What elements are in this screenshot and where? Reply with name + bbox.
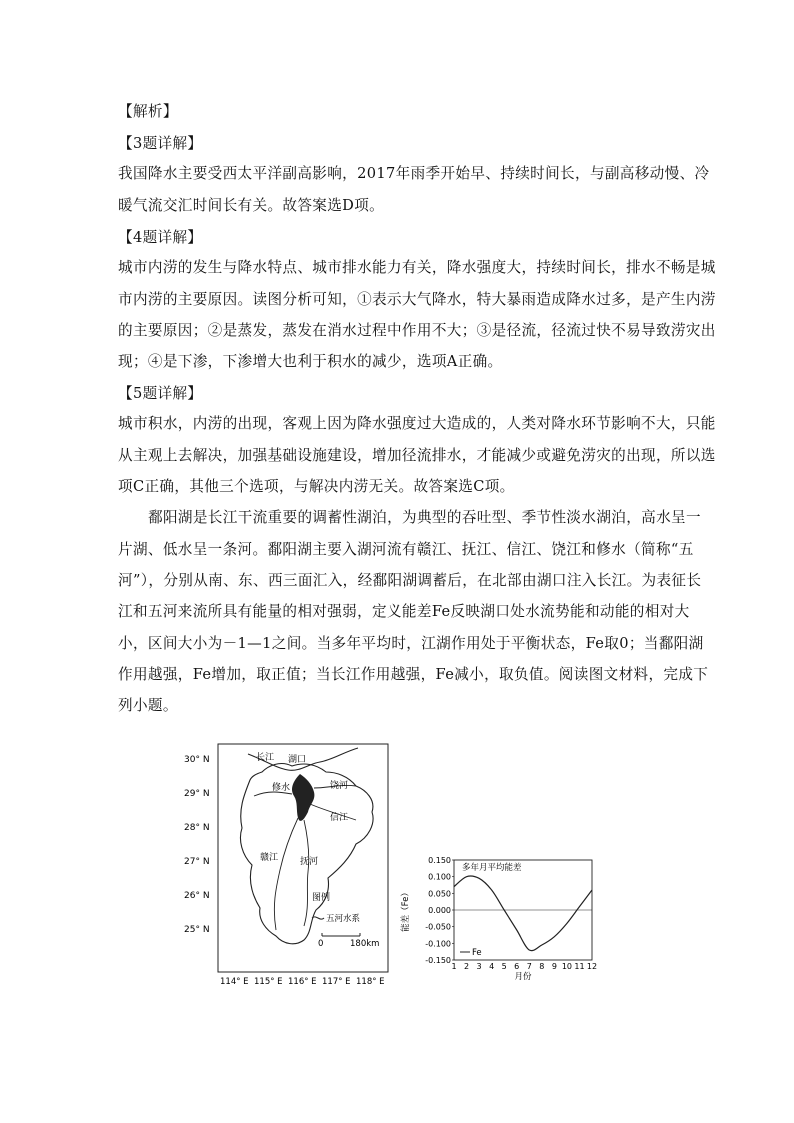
passage-line: 小，区间大小为－1—1之间。当多年平均时，江湖作用处于平衡状态，Fe取0；当鄱阳湖 (118, 635, 704, 652)
river-label: 抚河 (300, 857, 319, 867)
lat-label: 25° N (184, 925, 210, 935)
lat-label: 27° N (184, 857, 210, 867)
q3-text-line: 暖气流交汇时间长有关。故答案选D项。 (118, 197, 385, 214)
q3-heading: 【3题详解】 (118, 135, 203, 152)
x-tick-label: 12 (586, 962, 598, 971)
lon-label: 117° E (322, 977, 351, 987)
q5-text-line: 从主观上去解决，加强基础设施建设，增加径流排水，才能减少或避免涝灾的出现，所以选 (118, 447, 716, 464)
lon-label: 115° E (254, 977, 283, 987)
lon-label: 116° E (288, 977, 317, 987)
x-tick-label: 11 (574, 962, 585, 971)
y-tick-label: -0.150 (425, 956, 451, 965)
gan-river (274, 818, 298, 930)
river-label: 饶河 (330, 781, 349, 791)
x-tick-label: 7 (526, 962, 532, 971)
y-tick-label: -0.050 (425, 922, 451, 932)
lat-label: 29° N (184, 789, 210, 799)
q4-heading: 【4题详解】 (118, 229, 203, 246)
q4-text-line: 市内涝的主要原因。读图分析可知，①表示大气降水，特大暴雨造成降水过多，是产生内涝 (118, 291, 716, 308)
energy-diff-chart (400, 852, 600, 987)
x-tick-label: 10 (561, 962, 573, 971)
y-tick-label: -0.100 (425, 939, 451, 949)
x-tick-label: 3 (476, 962, 482, 971)
passage-line: 江和五河来流所具有能量的相对强弱，定义能差Fe反映湖口处水流势能和动能的相对大 (118, 603, 690, 620)
q4-text-line: 的主要原因；②是蒸发，蒸发在消水过程中作用不大；③是径流，径流过快不易导致涝灾出 (118, 322, 716, 339)
legend-label: Fe (472, 948, 482, 958)
river-label: 赣江 (260, 853, 279, 863)
q5-heading: 【5题详解】 (118, 385, 203, 402)
x-tick-label: 2 (463, 962, 470, 971)
y-tick-label: 0.050 (428, 889, 451, 899)
q5-text-line: 项C正确，其他三个选项，与解决内涝无关。故答案选C项。 (118, 478, 515, 495)
river-label: 信江 (330, 813, 349, 823)
passage-line: 河”），分别从南、东、西三面汇入，经鄱阳湖调蓄后，在北部由湖口注入长江。为表征长 (118, 572, 702, 589)
lon-label: 118° E (356, 977, 385, 987)
x-axis-label: 月份 (514, 972, 532, 982)
river-label: 修水 (272, 783, 291, 793)
series-line-fe (454, 876, 592, 951)
y-axis-label: 能差（Fe） (401, 888, 411, 932)
x-tick-label: 5 (501, 962, 507, 971)
q3-text-line: 我国降水主要受西太平洋副高影响，2017年雨季开始早、持续时间长，与副高移动慢、冷 (118, 165, 710, 182)
lat-label: 28° N (184, 823, 210, 833)
x-tick-label: 6 (514, 962, 520, 971)
lat-label: 26° N (184, 891, 210, 901)
passage-line: 列小题。 (118, 697, 178, 714)
fu-river (304, 820, 309, 926)
legend-title: 图例 (312, 893, 331, 903)
poyang-lake (292, 774, 314, 821)
river-basin-map (180, 740, 400, 988)
x-tick-label: 8 (539, 962, 545, 971)
q4-text-line: 现；④是下渗，下渗增大也利于积水的减少，选项A正确。 (118, 353, 503, 370)
river-label: 长江 (256, 753, 275, 763)
q4-text-line: 城市内涝的发生与降水特点、城市排水能力有关，降水强度大，持续时间长，排水不畅是城 (118, 259, 716, 276)
y-tick-label: 0.100 (428, 872, 451, 882)
legend-item: 五河水系 (326, 914, 361, 924)
river-label: 湖口 (288, 755, 307, 765)
passage-line: 片湖、低水呈一条河。鄱阳湖主要入湖河流有赣江、抚江、信江、饶江和修水（简称“五 (118, 541, 694, 558)
analysis-heading: 【解析】 (118, 103, 178, 120)
legend-river-symbol (312, 917, 324, 919)
scale-zero: 0 (318, 939, 324, 949)
lat-label: 30° N (184, 755, 210, 765)
x-tick-label: 4 (489, 962, 495, 971)
q5-text-line: 城市积水，内涝的出现，客观上因为降水强度过大造成的，人类对降水环节影响不大，只能 (118, 415, 716, 432)
passage-line: 鄱阳湖是长江干流重要的调蓄性湖泊，为典型的吞吐型、季节性淡水湖泊，高水呈一 (148, 509, 701, 526)
scale-end: 180km (350, 939, 380, 949)
y-tick-label: 0.150 (428, 856, 451, 865)
x-tick-label: 9 (551, 962, 557, 971)
x-tick-label: 1 (451, 962, 457, 971)
lon-label: 114° E (220, 977, 249, 987)
chart-title: 多年月平均能差 (462, 863, 522, 873)
y-tick-label: 0.000 (428, 906, 451, 915)
passage-line: 作用越强，Fe增加，取正值；当长江作用越强，Fe减小，取负值。阅读图文材料，完成下 (118, 666, 709, 683)
